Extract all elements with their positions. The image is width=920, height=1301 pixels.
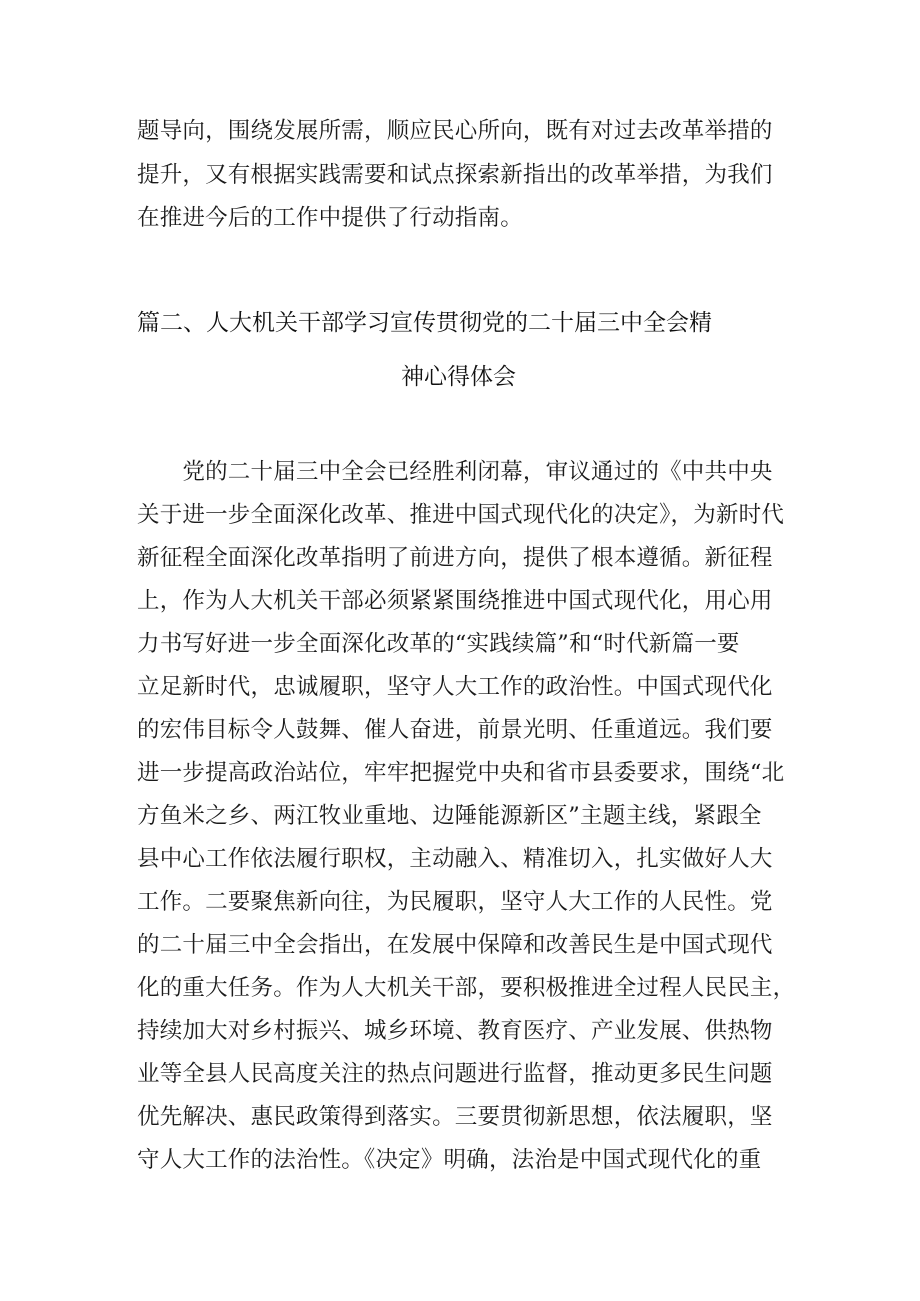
section-title-line-1: 篇二、人大机关干部学习宣传贯彻党的二十届三中全会精 [137,310,712,336]
body-line: 党的二十届三中全会已经胜利闭幕，审议通过的《中共中央 [137,459,773,485]
body-line: 工作。二要聚焦新向往，为民履职，坚守人大工作的人民性。党 [137,889,773,915]
body-line: 县中心工作依法履行职权，主动融入、精准切入，扎实做好人大 [137,846,773,872]
intro-line: 提升，又有根据实践需要和试点探索新指出的改革举措，为我们 [137,162,773,188]
body-line: 的二十届三中全会指出，在发展中保障和改善民生是中国式现代 [137,932,773,958]
intro-line: 题导向，围绕发展所需，顺应民心所向，既有对过去改革举措的 [137,118,773,144]
body-line: 守人大工作的法治性。《决定》明确，法治是中国式现代化的重 [137,1147,762,1173]
body-line: 力书写好进一步全面深化改革的“实践续篇”和“时代新篇一要 [137,631,740,657]
body-line: 关于进一步全面深化改革、推进中国式现代化的决定》，为新时代 [137,502,785,528]
body-line: 的宏伟目标令人鼓舞、催人奋进，前景光明、任重道远。我们要 [137,717,773,743]
body-line: 上，作为人大机关干部必须紧紧围绕推进中国式现代化，用心用 [137,588,773,614]
body-line: 立足新时代，忠诚履职，坚守人大工作的政治性。中国式现代化 [137,674,773,700]
body-line: 新征程全面深化改革指明了前进方向，提供了根本遵循。新征程 [137,545,773,571]
intro-line: 在推进今后的工作中提供了行动指南。 [137,205,523,231]
section-title-line-2: 神心得体会 [401,364,516,390]
body-line: 持续加大对乡村振兴、城乡环境、教育医疗、产业发展、供热物 [137,1018,773,1044]
body-line: 业等全县人民高度关注的热点问题进行监督，推动更多民生问题 [137,1061,773,1087]
body-line: 进一步提高政治站位，牢牢把握党中央和省市县委要求，围绕“北 [137,760,785,786]
body-line: 方鱼米之乡、两江牧业重地、边陲能源新区”主题主线，紧跟全 [137,803,762,829]
body-line: 化的重大任务。作为人大机关干部，要积极推进全过程人民民主， [137,975,796,1001]
body-line: 优先解决、惠民政策得到落实。三要贯彻新思想，依法履职，坚 [137,1104,773,1130]
